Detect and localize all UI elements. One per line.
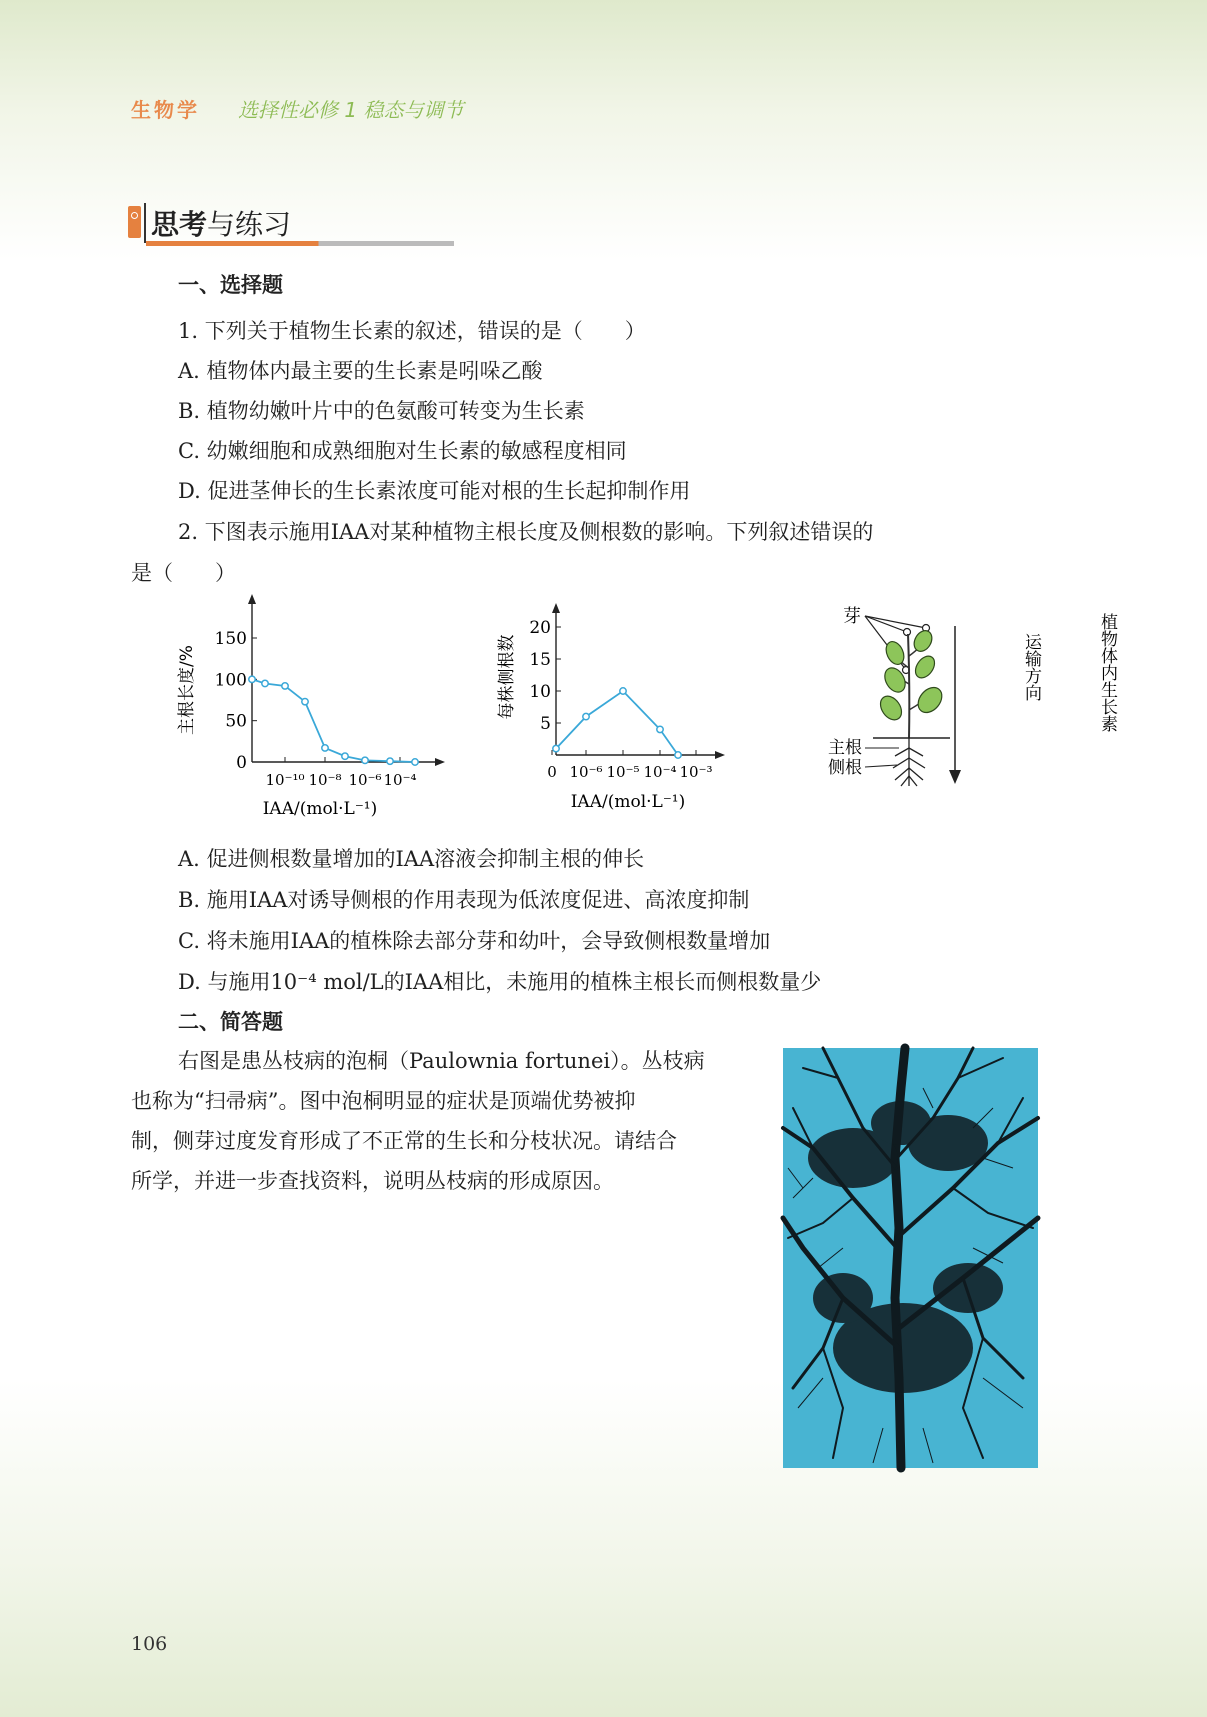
auxin-label [998, 613, 1118, 732]
y-tick-label: 0 [236, 753, 247, 773]
page-number: 106 [131, 1633, 168, 1655]
part2-line: 制，侧芽过度发育形成了不正常的生长和分枝状况。请结合 [131, 1129, 677, 1153]
data-point [262, 680, 268, 686]
paulownia-photo [783, 1048, 1038, 1468]
part2-heading: 二、简答题 [178, 1010, 283, 1034]
q2-option-c: C. 将未施用IAA的植株除去部分芽和幼叶，会导致侧根数量增加 [178, 929, 771, 953]
bud-dot [904, 629, 911, 636]
data-point [553, 745, 559, 751]
data-point [412, 759, 418, 765]
part2-paragraph [131, 1041, 771, 1201]
data-point [322, 745, 328, 751]
y-tick-label: 10 [529, 682, 551, 702]
x-tick-label: 10⁻⁵ [606, 763, 640, 781]
q2-option-b: B. 施用IAA对诱导侧根的作用表现为低浓度促进、高浓度抑制 [178, 888, 750, 912]
section-title-rest: 与练习 [207, 208, 292, 241]
x-tick-label: 0 [547, 763, 557, 781]
q1-option-a: A. 植物体内最主要的生长素是吲哚乙酸 [178, 359, 543, 383]
y-tick-label: 20 [529, 618, 551, 638]
x-tick-label: 10⁻⁶ [569, 763, 603, 781]
part1-heading: 一、选择题 [178, 273, 283, 297]
y-tick-label: 100 [214, 670, 247, 691]
x-tick-label: 10⁻³ [679, 763, 713, 781]
series-line [556, 691, 678, 755]
x-tick-label: 10⁻¹⁰ [265, 771, 305, 789]
q1-option-c: C. 幼嫩细胞和成熟细胞对生长素的敏感程度相同 [178, 439, 627, 463]
chart2-xlabel: IAA/(mol·L⁻¹) [570, 792, 686, 812]
chart2-ylabel: 每株侧根数 [497, 634, 517, 720]
q2-stem-line2: 是（ ） [131, 561, 236, 585]
plant-auxin-diagram [815, 598, 1117, 788]
data-point [302, 698, 308, 704]
q2-option-a: A. 促进侧根数量增加的IAA溶液会抑制主根的伸长 [178, 847, 645, 871]
data-point [282, 683, 288, 689]
header-book-title: 选择性必修 1 稳态与调节 [238, 98, 464, 122]
y-tick-label: 150 [214, 629, 247, 649]
chart-main-root-length [177, 590, 460, 830]
y-tick-label: 5 [540, 714, 551, 734]
q1-stem: 1. 下列关于植物生长素的叙述，错误的是（ ） [178, 319, 646, 343]
header-subject: 生物学 [131, 98, 200, 122]
x-tick-label: 10⁻⁴ [383, 771, 417, 789]
q1-option-d: D. 促进茎伸长的生长素浓度可能对根的生长起抑制作用 [178, 479, 691, 503]
data-point [362, 757, 368, 763]
series-line [252, 679, 415, 762]
bulb-icon [128, 206, 141, 238]
data-point [342, 753, 348, 759]
q2-option-d: D. 与施用10⁻⁴ mol/L的IAA相比，未施用的植株主根长而侧根数量少 [178, 970, 822, 994]
data-point [657, 726, 663, 732]
main-root-label: 主根 [828, 738, 862, 758]
direction-label [973, 633, 1042, 701]
data-point [675, 752, 681, 758]
chart-lateral-root-count [490, 605, 740, 825]
y-axis-arrow [248, 594, 256, 604]
y-axis-arrow [552, 603, 560, 613]
plant-stem [908, 634, 909, 738]
direction-label-text: 运输方向 [973, 633, 1041, 653]
x-tick-label: 10⁻⁶ [348, 771, 382, 789]
chart1-xlabel: IAA/(mol·L⁻¹) [262, 799, 378, 819]
roots [893, 738, 925, 786]
running-header [131, 94, 463, 123]
x-tick-label: 10⁻⁴ [643, 763, 677, 781]
auxin-label-text: 植物体内生长素 [998, 613, 1117, 633]
y-tick-label: 50 [225, 711, 247, 732]
bud-label: 芽 [843, 606, 861, 627]
x-axis-arrow [715, 751, 725, 759]
section-title-bold: 思考 [151, 208, 208, 241]
q1-option-b: B. 植物幼嫩叶片中的色氨酸可转变为生长素 [178, 399, 585, 423]
chart1-ylabel: 主根长度/% [177, 645, 197, 735]
data-point [249, 676, 255, 682]
part2-line: 所学，并进一步查找资料，说明丛枝病的形成原因。 [131, 1169, 614, 1193]
data-point [387, 758, 393, 764]
x-axis-arrow [435, 758, 445, 766]
section-underline [146, 241, 454, 246]
q2-stem-line1: 2. 下图表示施用IAA对某种植物主根长度及侧根数的影响。下列叙述错误的 [178, 520, 874, 544]
lateral-root-label: 侧根 [828, 758, 862, 778]
y-tick-label: 15 [529, 650, 551, 670]
part2-line: 右图是患丛枝病的泡桐（Paulownia fortunei）。丛枝病 [178, 1049, 705, 1073]
data-point [620, 688, 626, 694]
part2-line: 也称为“扫帚病”。图中泡桐明显的症状是顶端优势被抑 [131, 1089, 636, 1113]
data-point [583, 713, 589, 719]
x-tick-label: 10⁻⁸ [308, 771, 342, 789]
